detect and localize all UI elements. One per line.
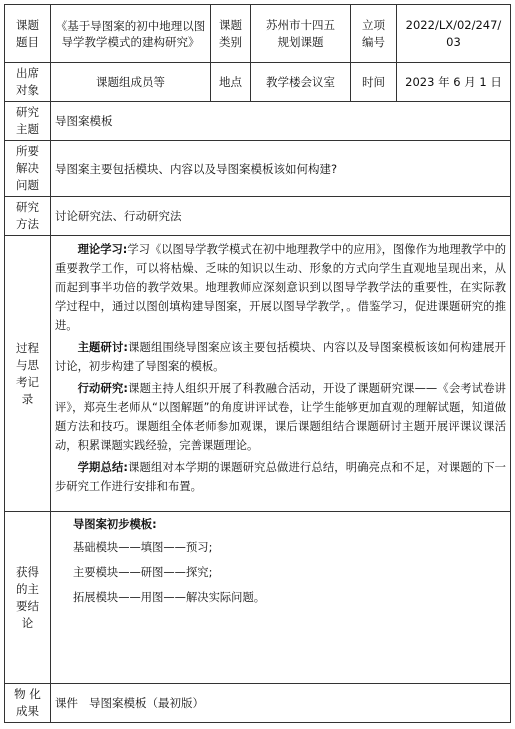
- process-paragraph-theory: 理论学习:学习《以图导学教学模式在初中地理教学中的应用》，图像作为地理教学中的重要教学工作，可以将枯燥、乏味的知识以生动、形象的方式向学生直观地呈现出来，从而起到事半功倍的教学效果。地理教师应深刻意识到以图导学教学法的重要性，在实际教学过程中，通过以图创填构建导图案，开展以图导学教学，。借鉴学习，促进课题研究的推进。: [55, 243, 506, 332]
- type-value: 苏州市十四五 规划课题: [251, 5, 351, 63]
- product-label: 物 化 成果: [5, 684, 51, 723]
- process-paragraph-action: 行动研究:课题主持人组织开展了科教融合活动，开设了课题研究课——《会考试卷讲评》，郑亮生老师从“以图解题”的角度讲评试卷，让学生能够更加直观的理解试题，知道做题方法和技巧。课题组全体老师参加观课，课后课题组结合课题研讨主题开展评课议课活动，积累课题实践经验，完善课题理论。: [55, 382, 506, 452]
- row-product: [5, 684, 511, 723]
- attendee-label: 出席 对象: [5, 63, 51, 102]
- research-record-table: [4, 4, 511, 723]
- row-theme: [5, 102, 511, 141]
- problem-label: 所要 解决 问题: [5, 141, 51, 197]
- topic-label: 课题 题目: [5, 5, 51, 63]
- time-value: 2023 年 6 月 1 日: [397, 63, 511, 102]
- results-title: 导图案初步模板:: [73, 518, 157, 531]
- results-label: 获得 的主 要结 论: [5, 512, 51, 684]
- process-paragraph-summary: 学期总结:课题组对本学期的课题研究总做进行总结，明确亮点和不足，对课题的下一步研究工作进行安排和布置。: [55, 461, 506, 493]
- results-content: [51, 512, 511, 684]
- type-label: 课题 类别: [211, 5, 251, 63]
- row-problem: [5, 141, 511, 197]
- row-attendance: [5, 63, 511, 102]
- row-topic: [5, 5, 511, 63]
- results-line-main: 主要模块——研图——探究;: [73, 566, 213, 579]
- product-value: 课件 导图案模板（最初版）: [51, 684, 511, 723]
- attendee-value: 课题组成员等: [51, 63, 211, 102]
- row-method: [5, 197, 511, 236]
- time-label: 时间: [351, 63, 397, 102]
- topic-value: 《基于导图案的初中地理以图导学教学模式的建构研究》: [51, 5, 211, 63]
- row-results: [5, 512, 511, 684]
- problem-value: 导图案主要包括模块、内容以及导图案模板该如何构建?: [51, 141, 511, 197]
- theme-value: 导图案模板: [51, 102, 511, 141]
- process-label: 过程 与思 考记 录: [5, 236, 51, 512]
- place-label: 地点: [211, 63, 251, 102]
- method-label: 研究 方法: [5, 197, 51, 236]
- theme-label: 研究 主题: [5, 102, 51, 141]
- id-label: 立项 编号: [351, 5, 397, 63]
- row-process: [5, 236, 511, 512]
- place-value: 教学楼会议室: [251, 63, 351, 102]
- process-paragraph-discussion: 主题研讨:课题组围绕导图案应该主要包括模块、内容以及导图案模板该如何构建展开讨论，初步构建了导图案的模板。: [55, 341, 506, 373]
- id-value: 2022/LX/02/247/ 03: [397, 5, 511, 63]
- results-line-extension: 拓展模块——用图——解决实际问题。: [73, 591, 266, 604]
- method-value: 讨论研究法、行动研究法: [51, 197, 511, 236]
- results-line-basic: 基础模块——填图——预习;: [73, 541, 213, 554]
- process-record: [51, 236, 511, 512]
